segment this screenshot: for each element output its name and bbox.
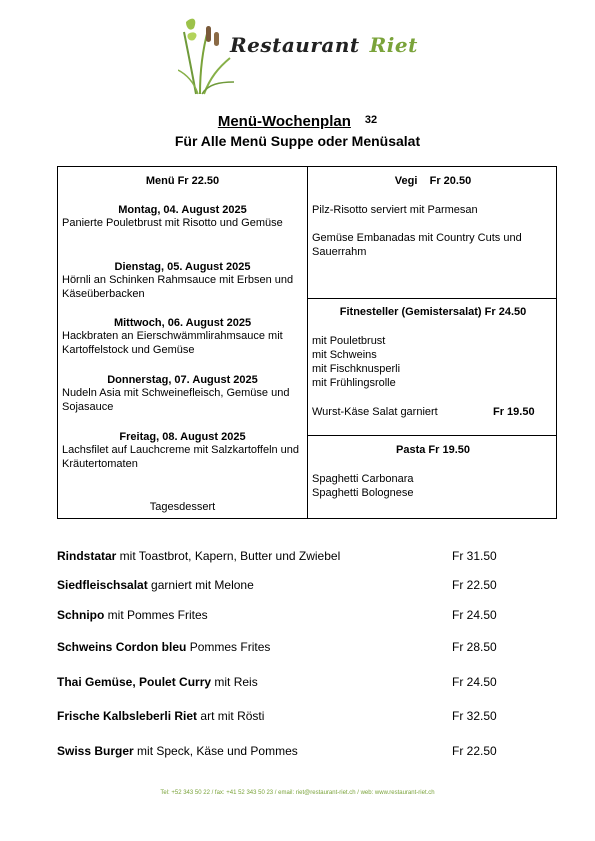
carte-item xyxy=(57,608,537,622)
carte-item xyxy=(57,640,537,654)
day-dish: Hörnli an Schinken Rahmsauce mit Erbsen und Käseüberbacken xyxy=(62,274,294,300)
carte-item xyxy=(57,549,537,563)
fitness-item: mit Pouletbrust xyxy=(312,335,386,347)
carte-item-name: Siedfleischsalat xyxy=(57,578,148,592)
fitness-item: mit Schweins xyxy=(312,349,377,361)
day-wednesday xyxy=(58,317,307,357)
day-monday xyxy=(58,204,307,230)
fitness-extra-price: Fr 19.50 xyxy=(493,406,535,418)
day-title: Mittwoch, 06. August 2025 xyxy=(113,317,252,329)
day-thursday xyxy=(58,374,307,414)
carte-item-desc: mit Pommes Frites xyxy=(104,608,208,622)
carte-item-price: Fr 22.50 xyxy=(452,578,497,592)
carte-item xyxy=(57,578,537,592)
fitness-item: mit Fischknusperli xyxy=(312,363,401,375)
day-tuesday xyxy=(58,261,307,301)
carte-item-price: Fr 32.50 xyxy=(452,709,497,723)
pasta-heading: Pasta Fr 19.50 xyxy=(396,444,470,456)
carte-item-desc: mit Reis xyxy=(211,675,258,689)
contact-footer: Tel: +52 343 50 22 / fax: +41 52 343 50 23 / email: riet@restaurant-riet.ch / web: www.restaurant-riet.ch xyxy=(160,790,435,796)
carte-item-price: Fr 31.50 xyxy=(452,549,497,563)
logo-word-restaurant: Restaurant xyxy=(230,33,360,57)
pasta-item: Spaghetti Bolognese xyxy=(312,487,414,499)
day-dish: Nudeln Asia mit Schweinefleisch, Gemüse und Sojasauce xyxy=(62,387,290,413)
page-subtitle: Für Alle Menü Suppe oder Menüsalat xyxy=(174,133,421,149)
logo-text xyxy=(230,33,418,57)
carte-item-price: Fr 22.50 xyxy=(452,744,497,758)
carte-item-name: Schnipo xyxy=(57,608,105,622)
vegi-item: Pilz-Risotto serviert mit Parmesan xyxy=(312,204,478,216)
week-number: 32 xyxy=(364,114,378,126)
carte-item-desc: mit Toastbrot, Kapern, Butter und Zwiebel xyxy=(116,549,341,563)
fitness-extra-label: Wurst-Käse Salat garniert xyxy=(312,406,438,418)
fitness-heading: Fitnesteller (Gemistersalat) Fr 24.50 xyxy=(339,306,527,318)
carte-item-name: Swiss Burger xyxy=(57,744,134,758)
carte-item-desc: art mit Rösti xyxy=(197,709,265,723)
menu-heading: Menü Fr 22.50 xyxy=(145,175,220,187)
day-title: Freitag, 08. August 2025 xyxy=(119,431,246,443)
page-title-row xyxy=(0,113,595,131)
day-title: Donnerstag, 07. August 2025 xyxy=(107,374,258,386)
carte-item-name: Thai Gemüse, Poulet Curry xyxy=(57,675,212,689)
carte-item-desc: mit Speck, Käse und Pommes xyxy=(133,744,298,758)
carte-item-price: Fr 24.50 xyxy=(452,675,497,689)
dessert-label: Tagesdessert xyxy=(149,501,216,513)
vegi-item: Gemüse Embanadas mit Country Cuts und Sauerrahm xyxy=(312,232,522,258)
row-divider-pasta xyxy=(307,435,557,436)
carte-item-desc: garniert mit Melone xyxy=(147,578,254,592)
carte-item xyxy=(57,675,537,689)
carte-item-desc: Pommes Frites xyxy=(186,640,271,654)
day-title: Montag, 04. August 2025 xyxy=(118,204,247,216)
day-dish: Hackbraten an Eierschwämmlirahmsauce mit Kartoffelstock und Gemüse xyxy=(62,330,283,356)
carte-item-name: Rindstatar xyxy=(57,549,117,563)
day-friday xyxy=(58,431,307,471)
vegi-heading: Vegi Fr 20.50 xyxy=(394,175,472,187)
carte-item xyxy=(57,744,537,758)
carte-item-price: Fr 24.50 xyxy=(452,608,497,622)
carte-item-name: Schweins Cordon bleu xyxy=(57,640,187,654)
fitness-item: mit Frühlingsrolle xyxy=(312,377,396,389)
day-dish: Lachsfilet auf Lauchcreme mit Salzkartoffeln und Kräutertomaten xyxy=(62,444,300,470)
weekly-menu-table xyxy=(57,166,557,519)
carte-item xyxy=(57,709,537,723)
day-dish: Panierte Pouletbrust mit Risotto und Gemüse xyxy=(62,217,283,229)
page-title: Menü-Wochenplan xyxy=(217,113,351,130)
column-divider xyxy=(307,167,308,518)
row-divider-fitness xyxy=(307,298,557,299)
logo-word-riet: Riet xyxy=(369,33,418,57)
carte-item-name: Frische Kalbsleberli Riet xyxy=(57,709,198,723)
pasta-item: Spaghetti Carbonara xyxy=(312,473,414,485)
carte-item-price: Fr 28.50 xyxy=(452,640,497,654)
day-title: Dienstag, 05. August 2025 xyxy=(114,261,251,273)
